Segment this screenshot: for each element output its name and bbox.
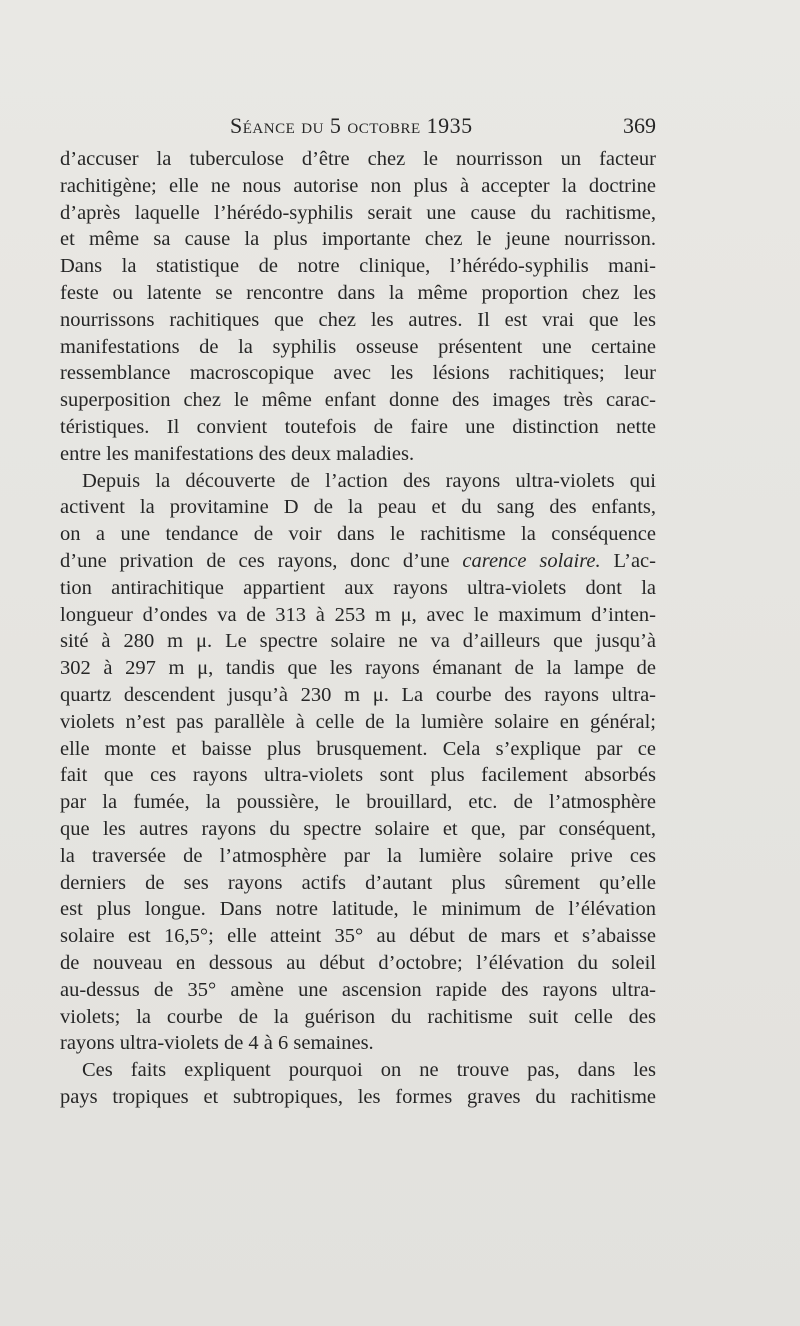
page-number: 369 <box>623 113 656 138</box>
text-line: tion antirachitique appartient aux rayons ultra-violets dont la <box>60 576 656 599</box>
text-line: ressemblance macroscopique avec les lésions rachitiques; leur <box>60 362 656 385</box>
text-line: fait que ces rayons ultra-violets sont plus facilement absorbés <box>60 764 656 787</box>
text-line: on a une tendance de voir dans le rachitisme la conséquence <box>60 523 656 546</box>
italic-term: carence solaire. <box>462 549 601 572</box>
text-line: Dans la statistique de notre clinique, l’hérédo-syphilis mani- <box>60 255 656 278</box>
running-title: Séance du 5 octobre 1935 <box>230 113 473 138</box>
text-line: d’accuser la tuberculose d’être chez le nourrisson un facteur <box>60 148 656 170</box>
text-line: que les autres rayons du spectre solaire et que, par conséquent, <box>60 817 656 840</box>
text-line: et même sa cause la plus importante chez le jeune nourrisson. <box>60 228 656 251</box>
text-line: elle monte et baisse plus brusquement. Cela s’explique par ce <box>60 737 656 760</box>
text-line: derniers de ses rayons actifs d’autant plus sûrement qu’elle <box>60 871 656 894</box>
text-line: Depuis la découverte de l’action des rayons ultra-violets qui <box>82 469 656 492</box>
text-line: solaire est 16,5°; elle atteint 35° au début de mars et s’abaisse <box>60 925 656 948</box>
text-line: de nouveau en dessous au début d’octobre; l’élévation du soleil <box>60 951 656 974</box>
text-line: longueur d’ondes va de 313 à 253 m μ, avec le maximum d’inten- <box>60 603 656 626</box>
text-line: rayons ultra-violets de 4 à 6 semaines. <box>60 1032 374 1055</box>
text-line: quartz descendent jusqu’à 230 m μ. La courbe des rayons ultra- <box>60 683 656 706</box>
text-line: manifestations de la syphilis osseuse présentent une certaine <box>60 335 656 358</box>
text-line-with-italic <box>60 548 656 575</box>
text-line: d’après laquelle l’hérédo-syphilis serait une cause du rachitisme, <box>60 201 656 224</box>
text-segment: d’une privation de ces rayons, donc d’une <box>60 549 463 572</box>
text-line: superposition chez le même enfant donne des images très carac- <box>60 389 656 412</box>
text-line: par la fumée, la poussière, le brouillard, etc. de l’atmosphère <box>60 791 656 814</box>
text-line: violets n’est pas parallèle à celle de la lumière solaire en général; <box>60 710 656 733</box>
text-line: Ces faits expliquent pourquoi on ne trouve pas, dans les <box>82 1059 656 1082</box>
text-line: violets; la courbe de la guérison du rachitisme suit celle des <box>60 1005 656 1028</box>
text-line: entre les manifestations des deux maladies. <box>60 442 415 465</box>
text-line: au-dessus de 35° amène une ascension rapide des rayons ultra- <box>60 978 656 1001</box>
text-line: téristiques. Il convient toutefois de faire une distinction nette <box>60 415 656 438</box>
text-line: sité à 280 m μ. Le spectre solaire ne va d’ailleurs que jusqu’à <box>60 630 656 653</box>
text-line: la traversée de l’atmosphère par la lumière solaire prive ces <box>60 844 656 867</box>
text-line: est plus longue. Dans notre latitude, le minimum de l’élévation <box>60 898 656 921</box>
text-line: feste ou latente se rencontre dans la même proportion chez les <box>60 281 656 304</box>
text-line: nourrissons rachitiques que chez les autres. Il est vrai que les <box>60 308 656 331</box>
text-line: 302 à 297 m μ, tandis que les rayons émanant de la lampe de <box>60 657 656 680</box>
text-line: activent la provitamine D de la peau et du sang des enfants, <box>60 496 656 519</box>
body-text <box>60 146 656 1111</box>
text-segment: L’ac- <box>600 549 656 572</box>
page-header <box>60 113 656 149</box>
text-line: rachitigène; elle ne nous autorise non plus à accepter la doctrine <box>60 174 656 197</box>
text-line: pays tropiques et subtropiques, les formes graves du rachitisme <box>60 1085 656 1108</box>
